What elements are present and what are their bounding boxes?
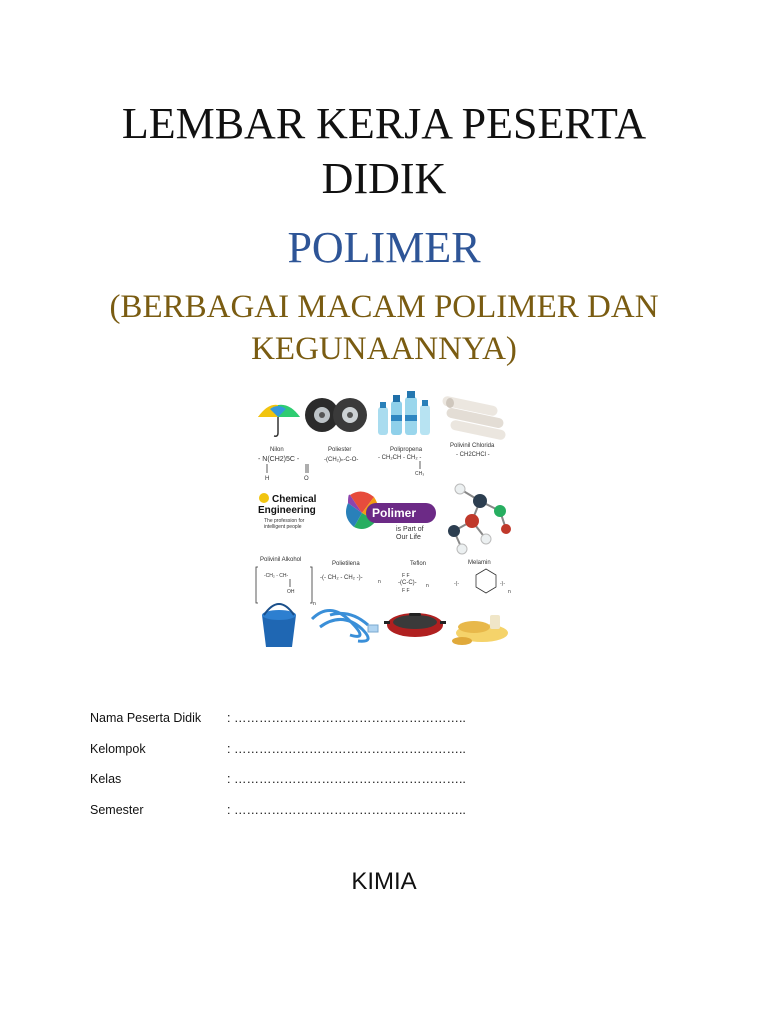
svg-text:OH: OH — [287, 589, 295, 595]
label-nilon: Nilon — [270, 447, 284, 453]
svg-text:-(C-C)-: -(C-C)- — [398, 580, 417, 586]
svg-text:n: n — [378, 579, 381, 585]
label-polivinil-alkohol: Polivinil Alkohol — [260, 557, 302, 563]
field-label: Kelompok — [90, 741, 146, 756]
svg-text:F F: F F — [402, 573, 410, 579]
svg-text:The profession for: The profession for — [264, 518, 305, 524]
label-melamin: Melamin — [468, 560, 491, 566]
label-polipropena: Polipropena — [390, 447, 423, 453]
field-label: Nama Peserta Didik — [90, 711, 202, 725]
label-pvc-formula: - CH2CHCl - — [456, 452, 490, 458]
cover-image — [250, 389, 514, 655]
svg-text:H: H — [265, 476, 270, 482]
svg-text:Chemical: Chemical — [272, 494, 317, 505]
svg-text:- CH₂CH - CH₂ -: - CH₂CH - CH₂ - — [378, 455, 422, 461]
label-polietilena: Polietilena — [332, 561, 360, 567]
form-row-kelompok — [90, 742, 690, 773]
svg-text:F F: F F — [402, 588, 410, 594]
svg-text:Polimer: Polimer — [372, 506, 417, 520]
subtitle-line-2: KEGUNAANNYA) — [251, 331, 517, 367]
svg-text:-)-: -)- — [500, 581, 505, 587]
page-title — [0, 96, 768, 206]
field-value-blank: : ……………………………………………….. — [227, 741, 466, 756]
form-row-kelas — [90, 772, 690, 803]
subtitle — [0, 286, 768, 370]
svg-text:is Part of: is Part of — [396, 526, 424, 533]
label-polivinil-chlorida: Polivinil Chlorida — [450, 443, 495, 449]
svg-text:n: n — [313, 601, 316, 607]
svg-text:intelligent people: intelligent people — [264, 524, 302, 530]
label-teflon: Teflon — [410, 561, 427, 567]
subject-footer: KIMIA — [351, 868, 417, 895]
svg-text:n: n — [508, 589, 511, 595]
bucket-icon — [262, 604, 296, 647]
field-value-blank: : ……………………………………………….. — [227, 772, 466, 786]
svg-text:-(- CH₂ - CH₂ -)-: -(- CH₂ - CH₂ -)- — [320, 575, 363, 581]
student-info-form — [90, 711, 690, 833]
svg-text:n: n — [426, 583, 429, 589]
label-poliester: Poliester — [328, 447, 352, 453]
field-value-blank: : ……………………………………………….. — [227, 802, 466, 817]
page-title-line-2: DIDIK — [321, 154, 447, 203]
page-title-line-1: LEMBAR KERJA PESERTA — [121, 99, 647, 148]
svg-text:CH₃: CH₃ — [415, 471, 425, 477]
subtitle-line-1: (BERBAGAI MACAM POLIMER DAN — [109, 289, 659, 325]
svg-text:-(CH₂)ₙ-C-O-: -(CH₂)ₙ-C-O- — [324, 457, 359, 463]
form-row-semester — [90, 803, 690, 834]
field-label: Kelas — [90, 772, 122, 786]
svg-text:-CH₂ - CH-: -CH₂ - CH- — [264, 573, 289, 579]
svg-text:-(-: -(- — [454, 581, 459, 587]
svg-text:Engineering: Engineering — [258, 505, 316, 516]
field-label: Semester — [90, 802, 144, 817]
svg-text:Our Life: Our Life — [396, 534, 421, 541]
field-value-blank: : ……………………………………………….. — [227, 711, 466, 725]
svg-text:O: O — [304, 476, 309, 482]
form-row-nama — [90, 711, 690, 742]
label-nilon-formula: - N(CH2)5C - — [258, 456, 300, 463]
subject-title: POLIMER — [287, 223, 481, 272]
